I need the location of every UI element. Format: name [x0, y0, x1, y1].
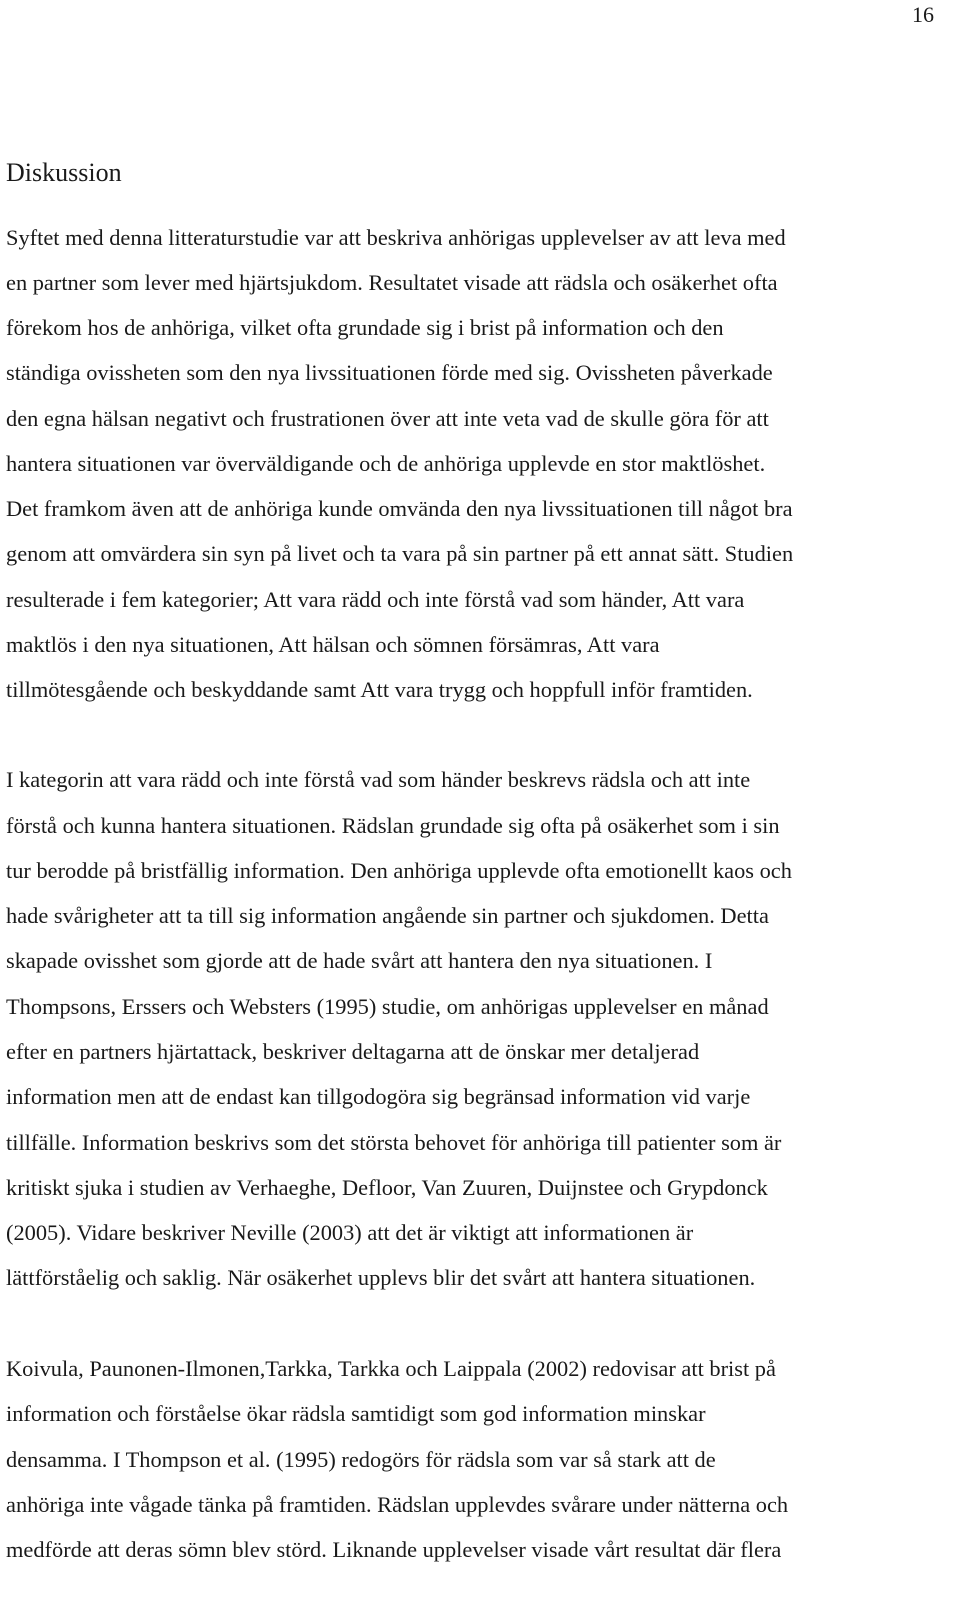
text-line: tur berodde på bristfällig information. Den anhöriga upplevde ofta emotionellt kaos och: [6, 858, 792, 883]
text-line: Det framkom även att de anhöriga kunde omvända den nya livssituationen till något bra: [6, 496, 793, 521]
text-line: densamma. I Thompson et al. (1995) redogörs för rädsla som var så stark att de: [6, 1447, 716, 1472]
text-line: den egna hälsan negativt och frustrationen över att inte veta vad de skulle göra för att: [6, 406, 769, 431]
text-line: tillmötesgående och beskyddande samt Att vara trygg och hoppfull inför framtiden.: [6, 677, 753, 702]
text-line: lättförståelig och saklig. När osäkerhet upplevs blir det svårt att hantera situationen.: [6, 1265, 756, 1290]
text-line: Thompsons, Erssers och Websters (1995) studie, om anhörigas upplevelser en månad: [6, 994, 769, 1019]
text-line: förekom hos de anhöriga, vilket ofta grundade sig i brist på information och den: [6, 315, 724, 340]
text-line: hade svårigheter att ta till sig information angående sin partner och sjukdomen. Detta: [6, 903, 769, 928]
text-line: (2005). Vidare beskriver Neville (2003) att det är viktigt att informationen är: [6, 1220, 694, 1245]
text-line: förstå och kunna hantera situationen. Rädslan grundade sig ofta på osäkerhet som i sin: [6, 813, 780, 838]
text-line: genom att omvärdera sin syn på livet och ta vara på sin partner på ett annat sätt. Studien: [6, 541, 794, 566]
section-heading: Diskussion: [6, 158, 122, 187]
page-number: 16: [912, 2, 934, 27]
text-line: information och förståelse ökar rädsla samtidigt som god information minskar: [6, 1401, 706, 1426]
text-line: Koivula, Paunonen-Ilmonen,Tarkka, Tarkka och Laippala (2002) redovisar att brist på: [6, 1356, 776, 1381]
text-line: Syftet med denna litteraturstudie var att beskriva anhörigas upplevelser av att leva med: [6, 225, 786, 250]
text-line: I kategorin att vara rädd och inte förstå vad som händer beskrevs rädsla och att inte: [6, 767, 751, 792]
text-line: information men att de endast kan tillgodogöra sig begränsad information vid varje: [6, 1084, 751, 1109]
text-line: ständiga ovissheten som den nya livssituationen förde med sig. Ovissheten påverkade: [6, 360, 773, 385]
text-line: kritiskt sjuka i studien av Verhaeghe, Defloor, Van Zuuren, Duijnstee och Grypdonck: [6, 1175, 768, 1200]
text-line: maktlös i den nya situationen, Att hälsan och sömnen försämras, Att vara: [6, 632, 660, 657]
text-line: hantera situationen var överväldigande och de anhöriga upplevde en stor maktlöshet.: [6, 451, 766, 476]
text-line: efter en partners hjärtattack, beskriver deltagarna att de önskar mer detaljerad: [6, 1039, 700, 1064]
text-line: anhöriga inte vågade tänka på framtiden. Rädslan upplevdes svårare under nätterna och: [6, 1492, 789, 1517]
text-line: medförde att deras sömn blev störd. Liknande upplevelser visade vårt resultat där flera: [6, 1537, 782, 1562]
text-line: skapade ovisshet som gjorde att de hade svårt att hantera den nya situationen. I: [6, 948, 713, 973]
text-line: tillfälle. Information beskrivs som det största behovet för anhöriga till patienter som är: [6, 1130, 782, 1155]
text-line: en partner som lever med hjärtsjukdom. Resultatet visade att rädsla och osäkerhet ofta: [6, 270, 778, 295]
text-line: resulterade i fem kategorier; Att vara rädd och inte förstå vad som händer, Att vara: [6, 587, 745, 612]
